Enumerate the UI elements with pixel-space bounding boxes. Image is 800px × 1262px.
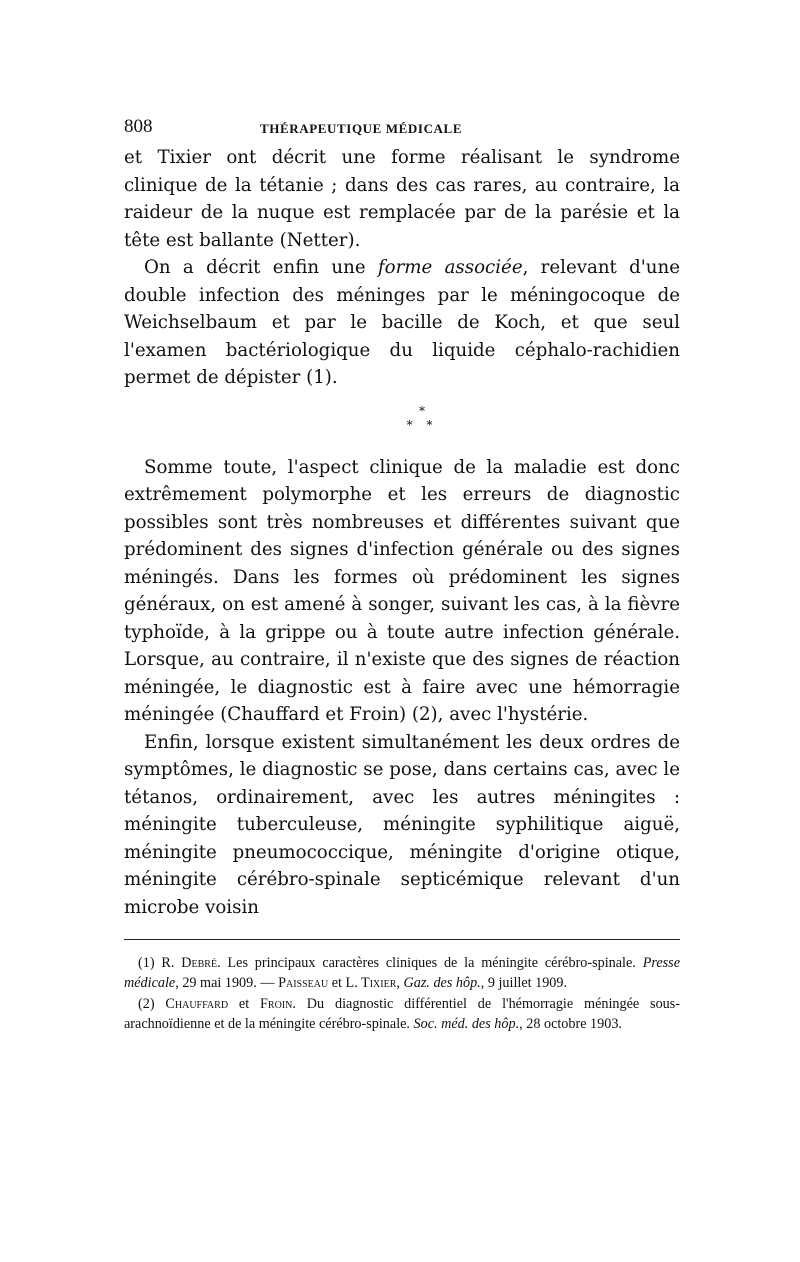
paragraph-2-end: , relevant d'une double infection des méninges par le méningocoque de Weichselbaum et par le bacille de Koch, et que seul l'examen bactériologique du liquide céphalo-rachidien permet de dépister (1). (124, 257, 680, 388)
paragraph-3: Somme toute, l'aspect clinique de la maladie est donc extrêmement polymorphe et les erreurs de diagnostic possibles sont très nombreuses et différentes suivant que prédominent des signes d'infection générale ou des signes méningés. Dans les formes où prédominent les signes généraux, on est amené à songer, suivant les cas, à la fièvre typhoïde, à la grippe ou à toute autre infection générale. Lorsque, au contraire, il n'existe que des signes de réaction méningée, le diagnostic est à faire avec une hémorragie méningée (Chauffard et Froin) (2), avec l'hystérie. (124, 456, 680, 725)
paragraph-1: et Tixier ont décrit une forme réalisant le syndrome clinique de la tétanie ; dans des cas rares, au contraire, la raideur de la nuque est remplacée par de la parésie et la tête est ballante (Netter). (124, 147, 680, 251)
footnote-1-sep: , (396, 974, 404, 991)
footnote-2-mark: (2) (138, 996, 166, 1012)
paragraph-2 (124, 254, 680, 392)
footnote-1-conj: et (328, 974, 346, 991)
footnote-1-journal: Presse médicale (124, 955, 681, 991)
paragraph-2-start: On a décrit enfin une (144, 257, 378, 278)
footnote-1-author-2: Paisseau (278, 974, 329, 991)
asterism-top: * (419, 403, 425, 418)
body-text (124, 144, 680, 921)
footnote-rule (124, 939, 680, 940)
footnote-1-text: . Les principaux caractères cliniques de la méningite cérébro-spinale. (217, 955, 643, 971)
footnote-2-date: , 28 octobre 1903. (519, 1015, 622, 1032)
running-head (124, 114, 680, 142)
footnote-1-date-2: , 9 juillet 1909. (480, 974, 568, 991)
footnote-1-author: R. Debré (161, 955, 218, 971)
footnote-1-journal-2: Gaz. des hôp. (403, 974, 481, 991)
footnote-2-journal: Soc. méd. des hôp. (413, 1015, 520, 1032)
footnote-1-date: , 29 mai 1909. — (175, 974, 279, 991)
footnote-1 (124, 954, 680, 993)
paragraph-4: Enfin, lorsque existent simultanément les deux ordres de symptômes, le diagnostic se pose, dans certains cas, avec le tétanos, ordinairement, avec les autres méningites : méningite tuberculeuse, méningite syphilitique aiguë, méningite pneumococcique, méningite d'origine otique, méningite cérébro-spinale septicémique relevant d'un microbe voisin (124, 731, 680, 918)
footnotes (124, 954, 680, 1034)
footnote-1-author-3: L. Tixier (345, 974, 397, 991)
asterism (124, 404, 680, 432)
footnote-2-conj: et (228, 996, 261, 1012)
footnote-1-mark: (1) (138, 955, 162, 971)
footnote-2-text: . Du diagnostic différentiel de l'hémorragie méningée sous-arachnoïdienne et de la méningite cérébro-spinale. (124, 996, 681, 1032)
footnote-2-author: Chauffard (165, 996, 229, 1012)
book-page (124, 114, 680, 1034)
footnote-2-author-2: Froin (260, 996, 293, 1012)
footnote-2 (124, 995, 680, 1034)
asterism-bottom: * * (406, 417, 438, 432)
forme-associee-emphasis: forme associée (377, 257, 523, 278)
running-title: THÉRAPEUTIQUE MÉDICALE (260, 121, 463, 136)
page-number: 808 (124, 116, 153, 137)
